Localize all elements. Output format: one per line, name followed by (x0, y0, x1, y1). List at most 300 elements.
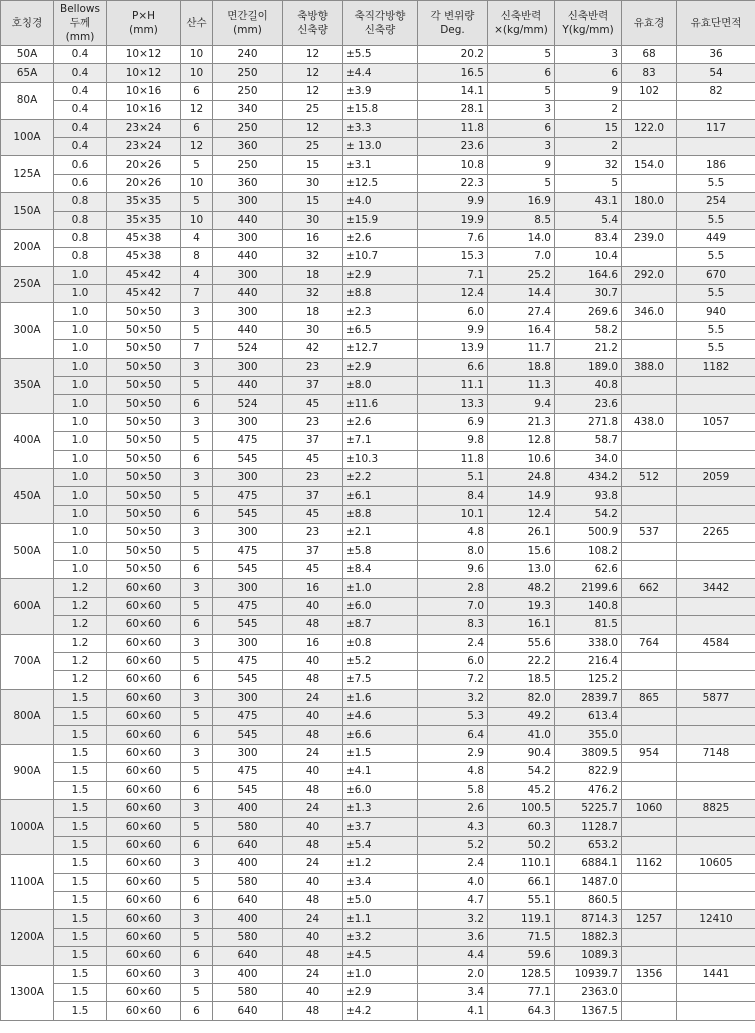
lateral-movement-cell: ±8.8 (343, 285, 418, 303)
lateral-movement-cell: ±10.7 (343, 248, 418, 266)
lateral-movement-cell: ±6.0 (343, 781, 418, 799)
convolutions-cell: 3 (181, 303, 213, 321)
spring-rate-x-cell: 3 (488, 137, 555, 155)
convolutions-cell: 5 (181, 377, 213, 395)
pitch-height-cell: 60×60 (107, 836, 181, 854)
axial-movement-cell: 12 (283, 119, 343, 137)
table-row (1, 156, 755, 174)
face-length-cell: 360 (213, 137, 283, 155)
pitch-height-cell: 50×50 (107, 560, 181, 578)
thickness-cell: 1.0 (54, 358, 107, 376)
axial-movement-cell: 18 (283, 303, 343, 321)
pitch-height-cell: 60×60 (107, 616, 181, 634)
spring-rate-x-cell: 11.7 (488, 340, 555, 358)
thickness-cell: 1.0 (54, 285, 107, 303)
face-length-cell: 300 (213, 303, 283, 321)
axial-movement-cell: 24 (283, 744, 343, 762)
convolutions-cell: 4 (181, 266, 213, 284)
pitch-height-cell: 60×60 (107, 928, 181, 946)
angular-movement-cell: 6.4 (418, 726, 488, 744)
pitch-height-cell: 50×50 (107, 377, 181, 395)
effective-area-cell: 1057 (677, 413, 755, 431)
spring-rate-y-cell: 58.2 (555, 321, 622, 339)
effective-area-cell (677, 726, 755, 744)
header-row (1, 1, 755, 46)
axial-movement-cell: 48 (283, 671, 343, 689)
effective-diameter-cell (622, 560, 677, 578)
lateral-movement-cell: ±8.7 (343, 616, 418, 634)
nominal-size-cell: 1200A (1, 910, 54, 965)
table-row (1, 836, 755, 854)
effective-area-cell: 54 (677, 64, 755, 82)
lateral-movement-cell: ±12.5 (343, 174, 418, 192)
nominal-size-cell: 500A (1, 524, 54, 579)
nominal-size-cell: 125A (1, 156, 54, 193)
lateral-movement-cell: ±6.0 (343, 597, 418, 615)
thickness-cell: 1.5 (54, 947, 107, 965)
lateral-movement-cell: ±11.6 (343, 395, 418, 413)
pitch-height-cell: 60×60 (107, 910, 181, 928)
convolutions-cell: 7 (181, 340, 213, 358)
angular-movement-cell: 2.0 (418, 965, 488, 983)
angular-movement-cell: 5.2 (418, 836, 488, 854)
effective-area-cell (677, 652, 755, 670)
convolutions-cell: 5 (181, 542, 213, 560)
lateral-movement-cell: ±3.2 (343, 928, 418, 946)
spring-rate-x-cell: 55.1 (488, 891, 555, 909)
table-row (1, 1002, 755, 1020)
table-row (1, 505, 755, 523)
lateral-movement-cell: ±2.1 (343, 524, 418, 542)
axial-movement-cell: 23 (283, 358, 343, 376)
pitch-height-cell: 23×24 (107, 137, 181, 155)
spring-rate-y-cell: 58.7 (555, 432, 622, 450)
spring-rate-y-cell: 216.4 (555, 652, 622, 670)
spring-rate-y-cell: 613.4 (555, 708, 622, 726)
nominal-size-cell: 900A (1, 744, 54, 799)
spring-rate-y-cell: 9 (555, 82, 622, 100)
effective-area-cell (677, 983, 755, 1001)
lateral-movement-cell: ±8.4 (343, 560, 418, 578)
effective-area-cell: 670 (677, 266, 755, 284)
spring-rate-y-cell: 125.2 (555, 671, 622, 689)
spring-rate-x-cell: 71.5 (488, 928, 555, 946)
axial-movement-cell: 12 (283, 46, 343, 64)
table-row (1, 873, 755, 891)
thickness-cell: 1.0 (54, 505, 107, 523)
axial-movement-cell: 48 (283, 781, 343, 799)
angular-movement-cell: 5.8 (418, 781, 488, 799)
convolutions-cell: 6 (181, 560, 213, 578)
spring-rate-y-cell: 189.0 (555, 358, 622, 376)
face-length-cell: 545 (213, 781, 283, 799)
pitch-height-cell: 45×42 (107, 266, 181, 284)
angular-movement-cell: 2.8 (418, 579, 488, 597)
spring-rate-x-cell: 90.4 (488, 744, 555, 762)
thickness-cell: 0.4 (54, 137, 107, 155)
thickness-cell: 1.0 (54, 542, 107, 560)
effective-diameter-cell (622, 505, 677, 523)
pitch-height-cell: 10×16 (107, 82, 181, 100)
lateral-movement-cell: ±2.6 (343, 229, 418, 247)
axial-movement-cell: 40 (283, 652, 343, 670)
spring-rate-x-cell: 27.4 (488, 303, 555, 321)
face-length-cell: 250 (213, 156, 283, 174)
effective-diameter-cell: 1356 (622, 965, 677, 983)
lateral-movement-cell: ±3.9 (343, 82, 418, 100)
thickness-cell: 1.5 (54, 873, 107, 891)
axial-movement-cell: 48 (283, 947, 343, 965)
convolutions-cell: 3 (181, 634, 213, 652)
effective-diameter-cell (622, 1002, 677, 1020)
spring-rate-x-cell: 18.8 (488, 358, 555, 376)
pitch-height-cell: 60×60 (107, 579, 181, 597)
pitch-height-cell: 50×50 (107, 524, 181, 542)
lateral-movement-cell: ±1.2 (343, 855, 418, 873)
axial-movement-cell: 24 (283, 800, 343, 818)
thickness-cell: 0.8 (54, 248, 107, 266)
angular-movement-cell: 14.1 (418, 82, 488, 100)
spring-rate-x-cell: 12.4 (488, 505, 555, 523)
spring-rate-y-cell: 476.2 (555, 781, 622, 799)
angular-movement-cell: 2.4 (418, 855, 488, 873)
table-row (1, 671, 755, 689)
face-length-cell: 400 (213, 855, 283, 873)
spring-rate-x-cell: 9.4 (488, 395, 555, 413)
angular-movement-cell: 3.4 (418, 983, 488, 1001)
convolutions-cell: 5 (181, 763, 213, 781)
convolutions-cell: 3 (181, 579, 213, 597)
effective-area-cell (677, 891, 755, 909)
spring-rate-x-cell: 16.4 (488, 321, 555, 339)
convolutions-cell: 10 (181, 174, 213, 192)
convolutions-cell: 6 (181, 781, 213, 799)
convolutions-cell: 3 (181, 744, 213, 762)
angular-movement-cell: 11.1 (418, 377, 488, 395)
spring-rate-x-cell: 128.5 (488, 965, 555, 983)
spring-rate-y-cell: 500.9 (555, 524, 622, 542)
spring-rate-y-cell: 5.4 (555, 211, 622, 229)
spring-rate-x-cell: 14.9 (488, 487, 555, 505)
axial-movement-cell: 48 (283, 1002, 343, 1020)
convolutions-cell: 6 (181, 450, 213, 468)
face-length-cell: 300 (213, 358, 283, 376)
spring-rate-x-cell: 22.2 (488, 652, 555, 670)
spring-rate-y-cell: 23.6 (555, 395, 622, 413)
face-length-cell: 640 (213, 836, 283, 854)
angular-movement-cell: 6.0 (418, 652, 488, 670)
angular-movement-cell: 9.9 (418, 321, 488, 339)
spring-rate-x-cell: 10.6 (488, 450, 555, 468)
lateral-movement-cell: ±2.3 (343, 303, 418, 321)
spring-rate-x-cell: 82.0 (488, 689, 555, 707)
effective-area-cell (677, 616, 755, 634)
thickness-cell: 1.5 (54, 708, 107, 726)
lateral-movement-cell: ±0.8 (343, 634, 418, 652)
lateral-movement-cell: ±1.3 (343, 800, 418, 818)
effective-diameter-cell (622, 174, 677, 192)
effective-area-cell: 5.5 (677, 248, 755, 266)
axial-movement-cell: 40 (283, 597, 343, 615)
pitch-height-cell: 50×50 (107, 450, 181, 468)
angular-movement-cell: 16.5 (418, 64, 488, 82)
face-length-cell: 475 (213, 763, 283, 781)
pitch-height-cell: 60×60 (107, 763, 181, 781)
effective-area-cell (677, 873, 755, 891)
table-row (1, 781, 755, 799)
face-length-cell: 475 (213, 432, 283, 450)
thickness-cell: 0.4 (54, 101, 107, 119)
nominal-size-cell: 1300A (1, 965, 54, 1020)
effective-diameter-cell: 438.0 (622, 413, 677, 431)
table-row (1, 579, 755, 597)
table-row (1, 965, 755, 983)
axial-movement-cell: 32 (283, 285, 343, 303)
face-length-cell: 580 (213, 983, 283, 1001)
nominal-size-cell: 150A (1, 193, 54, 230)
effective-diameter-cell: 954 (622, 744, 677, 762)
axial-movement-cell: 37 (283, 542, 343, 560)
thickness-cell: 1.5 (54, 891, 107, 909)
nominal-size-cell: 65A (1, 64, 54, 82)
spring-rate-y-cell: 338.0 (555, 634, 622, 652)
lateral-movement-cell: ±15.9 (343, 211, 418, 229)
effective-diameter-cell: 83 (622, 64, 677, 82)
face-length-cell: 545 (213, 450, 283, 468)
convolutions-cell: 6 (181, 726, 213, 744)
effective-diameter-cell (622, 597, 677, 615)
thickness-cell: 1.2 (54, 579, 107, 597)
angular-movement-cell: 13.9 (418, 340, 488, 358)
pitch-height-cell: 10×16 (107, 101, 181, 119)
spring-rate-y-cell: 43.1 (555, 193, 622, 211)
effective-diameter-cell (622, 211, 677, 229)
table-row (1, 303, 755, 321)
convolutions-cell: 5 (181, 652, 213, 670)
spring-rate-x-cell: 49.2 (488, 708, 555, 726)
effective-area-cell (677, 1002, 755, 1020)
lateral-movement-cell: ±2.2 (343, 468, 418, 486)
spring-rate-x-cell: 6 (488, 119, 555, 137)
table-row (1, 689, 755, 707)
axial-movement-cell: 15 (283, 193, 343, 211)
spring-rate-x-cell: 55.6 (488, 634, 555, 652)
convolutions-cell: 6 (181, 947, 213, 965)
table-row (1, 468, 755, 486)
table-row (1, 211, 755, 229)
convolutions-cell: 5 (181, 597, 213, 615)
convolutions-cell: 6 (181, 616, 213, 634)
spring-rate-y-cell: 81.5 (555, 616, 622, 634)
nominal-size-cell: 350A (1, 358, 54, 413)
table-row (1, 101, 755, 119)
lateral-movement-cell: ±7.5 (343, 671, 418, 689)
spring-rate-y-cell: 5225.7 (555, 800, 622, 818)
face-length-cell: 545 (213, 671, 283, 689)
pitch-height-cell: 60×60 (107, 744, 181, 762)
thickness-cell: 0.6 (54, 156, 107, 174)
spring-rate-y-cell: 10.4 (555, 248, 622, 266)
effective-diameter-cell (622, 395, 677, 413)
face-length-cell: 545 (213, 616, 283, 634)
table-row (1, 542, 755, 560)
effective-diameter-cell (622, 616, 677, 634)
table-row (1, 413, 755, 431)
pitch-height-cell: 10×12 (107, 46, 181, 64)
effective-area-cell (677, 101, 755, 119)
effective-diameter-cell (622, 836, 677, 854)
effective-diameter-cell: 512 (622, 468, 677, 486)
pitch-height-cell: 35×35 (107, 211, 181, 229)
effective-area-cell: 7148 (677, 744, 755, 762)
table-row (1, 983, 755, 1001)
nominal-size-cell: 700A (1, 634, 54, 689)
spring-rate-x-cell: 13.0 (488, 560, 555, 578)
axial-movement-cell: 16 (283, 579, 343, 597)
effective-area-cell (677, 763, 755, 781)
thickness-cell: 1.5 (54, 983, 107, 1001)
axial-movement-cell: 23 (283, 413, 343, 431)
face-length-cell: 524 (213, 395, 283, 413)
convolutions-cell: 10 (181, 211, 213, 229)
table-row (1, 947, 755, 965)
thickness-cell: 1.2 (54, 634, 107, 652)
lateral-movement-cell: ±6.5 (343, 321, 418, 339)
table-row (1, 928, 755, 946)
effective-diameter-cell: 764 (622, 634, 677, 652)
convolutions-cell: 12 (181, 137, 213, 155)
spring-rate-y-cell: 1367.5 (555, 1002, 622, 1020)
spring-rate-y-cell: 93.8 (555, 487, 622, 505)
pitch-height-cell: 60×60 (107, 873, 181, 891)
pitch-height-cell: 50×50 (107, 358, 181, 376)
angular-movement-cell: 3.2 (418, 689, 488, 707)
angular-movement-cell: 6.6 (418, 358, 488, 376)
pitch-height-cell: 45×42 (107, 285, 181, 303)
pitch-height-cell: 60×60 (107, 800, 181, 818)
angular-movement-cell: 23.6 (418, 137, 488, 155)
effective-area-cell: 5.5 (677, 211, 755, 229)
table-row (1, 119, 755, 137)
header-effective-diameter: 유효경 (622, 1, 677, 46)
convolutions-cell: 10 (181, 46, 213, 64)
spring-rate-x-cell: 9 (488, 156, 555, 174)
thickness-cell: 1.5 (54, 781, 107, 799)
table-row (1, 229, 755, 247)
effective-diameter-cell (622, 542, 677, 560)
spring-rate-y-cell: 2839.7 (555, 689, 622, 707)
spring-rate-y-cell: 2 (555, 101, 622, 119)
pitch-height-cell: 60×60 (107, 965, 181, 983)
axial-movement-cell: 16 (283, 229, 343, 247)
effective-diameter-cell: 865 (622, 689, 677, 707)
face-length-cell: 475 (213, 487, 283, 505)
table-row (1, 358, 755, 376)
axial-movement-cell: 30 (283, 174, 343, 192)
effective-area-cell (677, 450, 755, 468)
axial-movement-cell: 16 (283, 634, 343, 652)
pitch-height-cell: 50×50 (107, 413, 181, 431)
lateral-movement-cell: ±5.2 (343, 652, 418, 670)
face-length-cell: 300 (213, 413, 283, 431)
nominal-size-cell: 300A (1, 303, 54, 358)
convolutions-cell: 12 (181, 101, 213, 119)
axial-movement-cell: 40 (283, 873, 343, 891)
spring-rate-y-cell: 2199.6 (555, 579, 622, 597)
header-convolutions: 산수 (181, 1, 213, 46)
pitch-height-cell: 45×38 (107, 248, 181, 266)
spring-rate-x-cell: 59.6 (488, 947, 555, 965)
lateral-movement-cell: ±2.9 (343, 266, 418, 284)
face-length-cell: 340 (213, 101, 283, 119)
effective-area-cell: 186 (677, 156, 755, 174)
spring-rate-x-cell: 16.9 (488, 193, 555, 211)
spring-rate-y-cell: 15 (555, 119, 622, 137)
thickness-cell: 0.4 (54, 64, 107, 82)
spring-rate-y-cell: 434.2 (555, 468, 622, 486)
axial-movement-cell: 45 (283, 395, 343, 413)
pitch-height-cell: 60×60 (107, 726, 181, 744)
effective-diameter-cell: 122.0 (622, 119, 677, 137)
pitch-height-cell: 60×60 (107, 891, 181, 909)
effective-area-cell (677, 542, 755, 560)
table-row (1, 82, 755, 100)
face-length-cell: 400 (213, 910, 283, 928)
face-length-cell: 640 (213, 1002, 283, 1020)
convolutions-cell: 5 (181, 487, 213, 505)
pitch-height-cell: 50×50 (107, 505, 181, 523)
convolutions-cell: 6 (181, 836, 213, 854)
spring-rate-y-cell: 269.6 (555, 303, 622, 321)
axial-movement-cell: 32 (283, 248, 343, 266)
lateral-movement-cell: ±3.1 (343, 156, 418, 174)
axial-movement-cell: 24 (283, 965, 343, 983)
face-length-cell: 250 (213, 119, 283, 137)
angular-movement-cell: 7.0 (418, 597, 488, 615)
angular-movement-cell: 5.1 (418, 468, 488, 486)
thickness-cell: 0.4 (54, 82, 107, 100)
effective-area-cell: 12410 (677, 910, 755, 928)
effective-diameter-cell (622, 726, 677, 744)
convolutions-cell: 3 (181, 413, 213, 431)
effective-area-cell: 4584 (677, 634, 755, 652)
effective-diameter-cell: 1060 (622, 800, 677, 818)
table-row (1, 634, 755, 652)
table-row (1, 763, 755, 781)
thickness-cell: 0.4 (54, 46, 107, 64)
axial-movement-cell: 30 (283, 211, 343, 229)
angular-movement-cell: 2.4 (418, 634, 488, 652)
lateral-movement-cell: ±8.0 (343, 377, 418, 395)
pitch-height-cell: 60×60 (107, 983, 181, 1001)
convolutions-cell: 6 (181, 395, 213, 413)
nominal-size-cell: 200A (1, 229, 54, 266)
effective-area-cell (677, 487, 755, 505)
spring-rate-x-cell: 60.3 (488, 818, 555, 836)
angular-movement-cell: 11.8 (418, 119, 488, 137)
angular-movement-cell: 4.4 (418, 947, 488, 965)
pitch-height-cell: 60×60 (107, 818, 181, 836)
effective-diameter-cell (622, 652, 677, 670)
table-row (1, 652, 755, 670)
effective-diameter-cell (622, 377, 677, 395)
effective-area-cell: 5877 (677, 689, 755, 707)
angular-movement-cell: 9.8 (418, 432, 488, 450)
spring-rate-x-cell: 50.2 (488, 836, 555, 854)
spring-rate-y-cell: 6 (555, 64, 622, 82)
table-row (1, 64, 755, 82)
spring-rate-x-cell: 100.5 (488, 800, 555, 818)
